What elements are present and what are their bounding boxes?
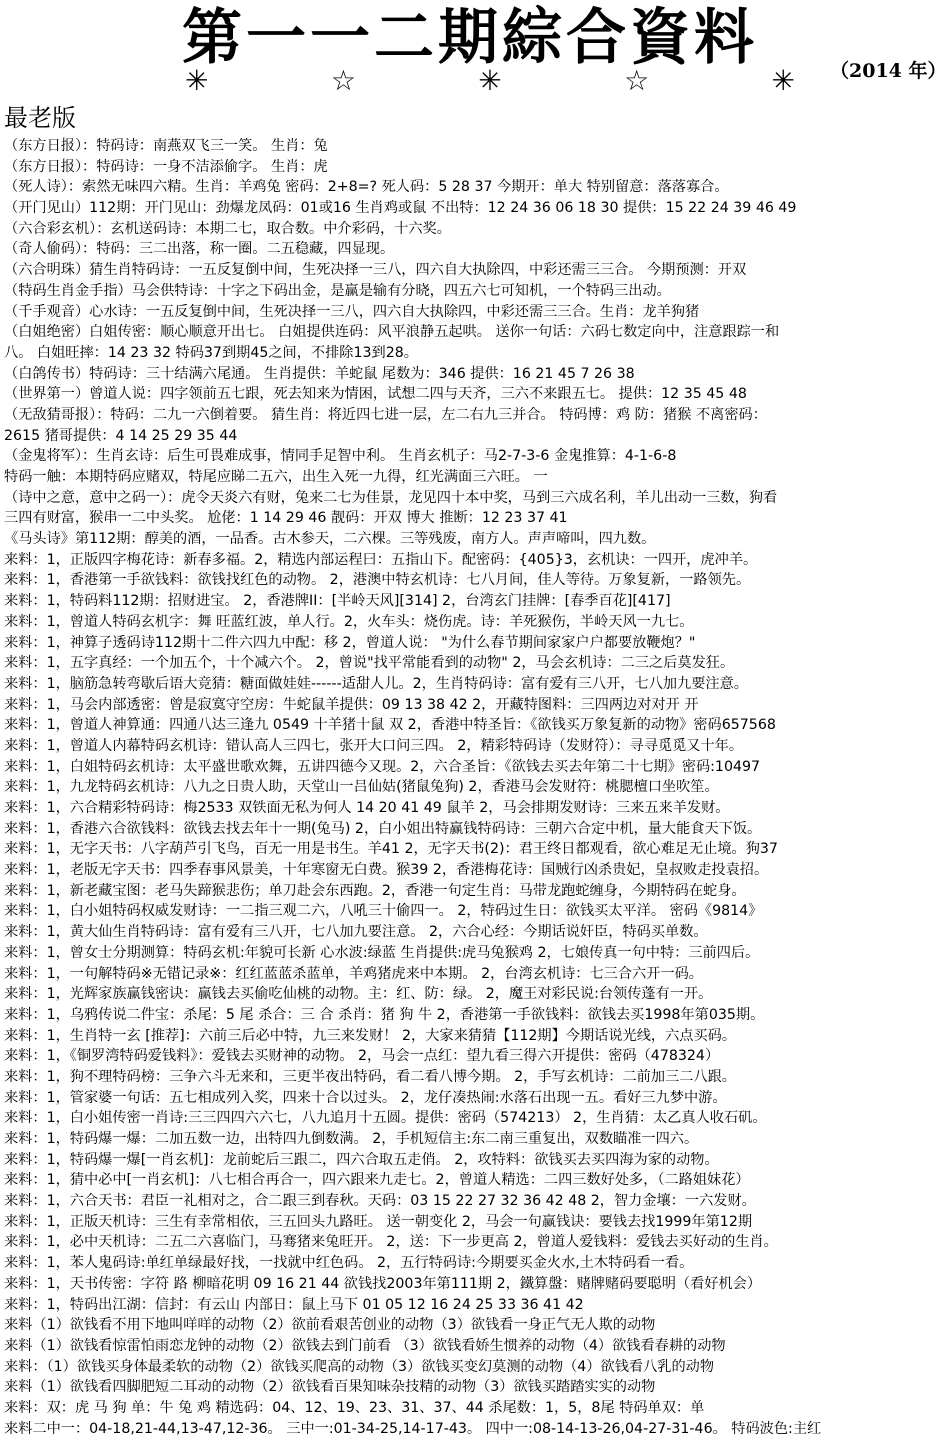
edition-label: 最老版 bbox=[4, 104, 76, 132]
text-line: 八。 白姐旺摔：14 23 32 特码37到期45之间，不排除13到28。 bbox=[4, 344, 418, 361]
text-line: 来料：1，六合天书：君臣一礼相对之，合二跟三到春秋。天码：03 15 22 27 32 36 42 48 2，智力金壤：一六发财。 bbox=[4, 1193, 756, 1210]
text-line: （开门见山）112期：开门见山：劲爆龙凤码：01或16 生肖鸡或鼠 不出特：12 24 36 06 18 30 提供：15 22 24 39 46 49 bbox=[4, 200, 797, 217]
star-icon: ☆ bbox=[330, 64, 356, 97]
text-line: 来料：1，苯人鬼码诗:单红单绿最好找，一找就中红色码。 2，五行特码诗:今期要买金火水,土木特码看一看。 bbox=[4, 1255, 694, 1272]
text-line: （无敌猜哥报）：特码：二九一六倒着要。 猜生肖：将近四七进一层，左二右九三并合。 特码博：鸡 防：猪猴 不离密码： bbox=[4, 406, 767, 423]
text-line: 来料：1，乌鸦传说二件宝：杀尾：5 尾 杀合：三 合 杀肖：猪 狗 牛 2，香港第一手欲钱料：欲钱去买1998年第035期。 bbox=[4, 1006, 765, 1023]
text-line: 来料二中一：04-18,21-44,13-47,12-36。 三中一:01-34-25,14-17-43。 四中一:08-14-13-26,04-27-31-46。 特码波色:主红 bbox=[4, 1420, 822, 1437]
text-line: 来料：1，必中天机诗：二五二六喜临门，马骞猪来兔旺开。 2，送：下一步更高 2，曾道人爱钱料：爱钱去买好动的生肖。 bbox=[4, 1234, 778, 1251]
text-line: （六合明珠）猜生肖特码诗：一五反复倒中间，生死决择一三八，四六自大执除四，中彩还需三三合。 今期预测：开双 bbox=[4, 262, 747, 279]
text-line: 来料：1，马会内部透密：曾是寂寞守空房：牛蛇鼠羊提供：09 13 38 42 2，开藏特图料：三四两边对对开 开 bbox=[4, 696, 699, 713]
text-line: （白姐绝密）白姐传密：顺心顺意开出七。 白姐提供连码：风平浪静五起哄。 送你一句话：六码七数定向中，注意跟踪一和 bbox=[4, 324, 780, 341]
page-title: 第一一二期綜合資料 bbox=[182, 3, 758, 73]
text-line: （金鬼将军）：生肖玄诗：后生可畏难成事，情同手足智中利。 生肖玄机子：马2-7-3-6 金鬼推算：4-1-6-8 bbox=[4, 448, 677, 465]
asterisk-icon: ✳ bbox=[185, 64, 209, 97]
text-line: 来料：1，白小姐特码权威发财诗：一二指三观二六，八吼三十偷四一。 2，特码过生日：欲钱买太平洋。 密码《9814》 bbox=[4, 903, 763, 920]
text-line: （千手观音）心水诗：一五反复倒中间，生死决择一三八，四六自大执除四，中彩还需三三合。生肖：龙羊狗猪 bbox=[4, 303, 700, 320]
text-line: 来料：1，无字天书：八字葫芦引飞鸟，百无一用是书生。羊41 2，无字天书(2)：君王终日都观看，欲心难足无止境。狗37 bbox=[4, 841, 778, 858]
text-line: 来料：1，曾道人特码玄机字：舞 旺蓝红波，单人行。2，火车头：烧伤虎。诗：羊死猴伤，半岭天风一九七。 bbox=[4, 613, 694, 630]
text-line: 来料（1）欲钱看不用下地叫咩咩的动物（2）欲前看艰苦创业的动物（3）欲钱看一身正气无人欺的动物 bbox=[4, 1317, 656, 1334]
text-line: 来料：1，狗不理特码榜：三争六斗无来和，三更半夜出特码，看二看八博今期。 2，手写玄机诗：二前加三二八跟。 bbox=[4, 1068, 736, 1085]
text-line: 来料：1，曾女士分期测算：特码玄机:年貌可长新 心水波:绿蓝 生肖提供:虎马兔猴鸡 2，七娘传真一句中特：三前四后。 bbox=[4, 944, 760, 961]
text-line: （诗中之意，意中之码一）：虎令天炎六有财，兔来二七为佳景，龙见四十本中奖，马到三六成名利，羊儿出动一三数，狗看 bbox=[4, 489, 778, 506]
text-line: （世界第一）曾道人说：四字领前五七跟，死去知来为情困，试想二四与天齐，三六不来跟五七。 提供：12 35 45 48 bbox=[4, 386, 747, 403]
text-line: 来料：1，新老藏宝图：老马失蹄猴悲伤；单刀赴会东西跑。2，香港一句定生肖：马带龙跑蛇缠身，今期特码在蛇身。 bbox=[4, 882, 746, 899]
text-line: 来料：1，特码爆一爆：二加五数一边，出特四九倒数满。 2，手机短信主:东二南三重复出，双数瞄准一四六。 bbox=[4, 1131, 699, 1147]
text-line: 来料（1）欲钱看惊雷怕雨恋龙钟的动物（2）欲钱去到门前看 （3）欲钱看娇生惯养的动物（4）欲钱看春耕的动物 bbox=[4, 1337, 726, 1354]
text-line: （东方日报）：特码诗：南燕双飞三一笑。 生肖：兔 bbox=[4, 138, 328, 154]
text-line: 来料：双：虎 马 狗 单：牛 兔 鸡 精选码：04、12、19、23、31、37、44 杀尾数：1，5，8尾 特码单双：单 bbox=[4, 1399, 705, 1416]
star-decoration-row bbox=[185, 64, 795, 98]
text-line: 来料：1，脑筋急转弯歇后语大竞猜：糖面做娃娃------适甜人儿。2，生肖特码诗：富有爱有三八开，七八加九要注意。 bbox=[4, 675, 748, 692]
text-line: 来料：1，《铜罗湾特码爱钱料》：爱钱去买财神的动物。 2，马会一点红：望九看三得六开提供：密码（478324） bbox=[4, 1048, 720, 1065]
text-line: 来料：1，特码爆一爆[一肖玄机]：龙前蛇后三跟二，四六合取五走俏。 2，攻特料：欲钱买去买四海为家的动物。 bbox=[4, 1151, 719, 1168]
text-line: （死人诗）：索然无味四六精。生肖：羊鸡兔 密码：2+8=? 死人码：5 28 37 今期开：单大 特别留意：落落寡合。 bbox=[4, 179, 729, 196]
star-icon: ☆ bbox=[624, 64, 650, 97]
text-line: 来料：1，曾道人内幕特码玄机诗：错认高人三四七，张开大口问三四。 2，精彩特码诗（发财符）：寻寻觅觅又十年。 bbox=[4, 737, 744, 754]
text-line: 来料：1，五字真经：一个加五个，十个减六个。 2，曾说"找平常能看到的动物" 2，马会玄机诗：二三之后莫发狂。 bbox=[4, 655, 735, 672]
text-line: 来料：1，特码料112期：招财进宝。 2，香港牌II：[半岭天风][314] 2，台湾玄门挂牌：[春季百花][417] bbox=[4, 593, 671, 610]
text-line: 《马头诗》第112期：醇美的酒，一品香。古木参天，二六棵。三等残废，南方人。声声啼叫，四九数。 bbox=[4, 531, 656, 548]
text-line: 来料：1，管家婆一句话：五七相成列入奖，四来十合以过头。 2，龙仔凑热闹:水落石出现一五。看好三九梦中游。 bbox=[4, 1089, 727, 1106]
text-line: （特码生肖金手指）马会供特诗：十字之下码出金，是赢是输有分晓，四五六七可知机，一个特码三出动。 bbox=[4, 282, 671, 299]
text-line: 2615 猪哥提供：4 14 25 29 35 44 bbox=[4, 427, 238, 444]
text-line: 来料：1，猜中必中[一肖玄机]：八七相合再合一，四六跟来九走七。2，曾道人精选：二四三数好处多，（二路姐妹花） bbox=[4, 1172, 750, 1189]
text-line: 来料：1，九龙特码玄机诗：八九之日贵人助，天堂山一吕仙姑(猪鼠兔狗) 2，香港马会发财符：桃腮檀口坐吹笙。 bbox=[4, 779, 719, 796]
text-line: 来料：1，光辉家族赢钱密诀：赢钱去买偷吃仙桃的动物。主：红、防：绿。 2，魔王对彩民说:台领传蓬有一开。 bbox=[4, 986, 713, 1003]
text-line: 来料：1，生肖特一玄 [推荐]：六前三后必中特，九三来发财！ 2，大家来猜猜【112期】今期话说光线，六点买码。 bbox=[4, 1027, 737, 1044]
page-header bbox=[0, 0, 951, 100]
text-line: 三四有财富，猴串一二中头奖。 尬佬：1 14 29 46 靓码：开双 博大 推断：12 23 37 41 bbox=[4, 510, 568, 527]
text-line: 来料：1，特码出江湖：信封：有云山 内部日：鼠上马下 01 05 12 16 24 25 33 36 41 42 bbox=[4, 1296, 584, 1313]
text-line: 来料：1，黄大仙生肖特码诗：富有爱有三八开，七八加九要注意。 2，六合心经：今期话说奸臣，特码买单数。 bbox=[4, 924, 708, 941]
text-line: 来料：1，香港六合欲钱料：欲钱去找去年十一期(兔马) 2，白小姐出特赢钱特码诗：三朝六合定中机，量大能食天下饭。 bbox=[4, 820, 762, 837]
year-label: （2014 年） bbox=[830, 60, 947, 82]
text-line: 来料：1，老版无字天书：四季春事风景美，十年寒窗无白费。猴39 2，香港梅花诗：国贼行凶杀贵妃，皇叔败走投袁招。 bbox=[4, 862, 769, 879]
text-line: （东方日报）：特码诗：一身不洁添偷字。 生肖：虎 bbox=[4, 158, 328, 175]
text-line: 来料：1，神算子透码诗112期十二件六四九中配：移 2，曾道人说： "为什么春节期间家家户户都要放鞭炮？" bbox=[4, 634, 696, 651]
text-line: 特码一触：本期特码应赌双，特尾应睇二五六，出生入死一九得，红光满面三六旺。 一 bbox=[4, 469, 548, 485]
text-line: 来料：1，曾道人神算通：四通八达三逢九 0549 十羊猪十鼠 双 2，香港中特圣旨：《欲钱买万象复新的动物》密码657568 bbox=[4, 717, 776, 734]
text-line: 来料（1）欲钱看四脚肥短二耳动的动物（2）欲钱看百果知味杂技精的动物（3）欲钱买踏踏实实的动物 bbox=[4, 1379, 656, 1396]
text-line: （奇人偷码）：特码：三二出落，称一圈。二五稳藏，四显现。 bbox=[4, 241, 395, 258]
text-line: 来料：1，天书传密：字符 路 柳暗花明 09 16 21 44 欲钱找2003年第111期 2，鐵算盤：赌牌赌码要聪明（看好机会） bbox=[4, 1275, 762, 1292]
text-line: 来料：1，正版四字梅花诗：新春多福。2，精选内部运程曰：五指山下。配密码：{405}3，玄机诀：一四开，虎冲羊。 bbox=[4, 551, 758, 568]
text-line: （白鸽传书）特码诗：三十结满六尾通。 生肖提供：羊蛇鼠 尾数为：346 提供：16 21 45 7 26 38 bbox=[4, 365, 635, 382]
text-line: 来料：1，六合精彩特码诗：梅2533 双铁面无私为何人 14 20 41 49 鼠羊 2，马会排期发财诗：三来五来羊发财。 bbox=[4, 800, 730, 816]
text-line: （六合彩玄机）：玄机送码诗：本期二七，取合数。中介彩码，十六奖。 bbox=[4, 220, 451, 237]
text-line: 来料：1，白小姐传密一肖诗:三三四四六六七，八九追月十五圆。提供：密码（574213） 2，生肖猜：太乙真人收石矶。 bbox=[4, 1110, 767, 1127]
text-line: 来料：1，香港第一手欲钱料：欲钱找红色的动物。 2，港澳中特玄机诗：七八月间，佳人等待。万象复新，一路领先。 bbox=[4, 572, 751, 589]
text-line: 来料：1，白姐特码玄机诗：太平盛世歌欢舞，五讲四德今又现。2，六合圣旨：《欲钱去买去年第二十七期》密码:10497 bbox=[4, 758, 761, 775]
text-line: 来料：1，正版天机诗：三生有幸常相依，三五回头九路旺。 送一朝变化 2，马会一句赢钱诀：要钱去找1999年第12期 bbox=[4, 1213, 753, 1230]
asterisk-icon: ✳ bbox=[478, 64, 502, 97]
asterisk-icon: ✳ bbox=[771, 64, 795, 97]
text-line: 来料：1，一句解特码※无错记录※：红红蓝蓝杀蓝单，羊鸡猪虎来中本期。 2，台湾玄机诗：七三合六开一码。 bbox=[4, 965, 703, 982]
text-line: 来料：（1）欲钱买身体最柔软的动物（2）欲钱买爬高的动物（3）欲钱买变幻莫测的动物（4）欲钱看八乳的动物 bbox=[4, 1358, 715, 1375]
document-body bbox=[4, 136, 947, 1439]
